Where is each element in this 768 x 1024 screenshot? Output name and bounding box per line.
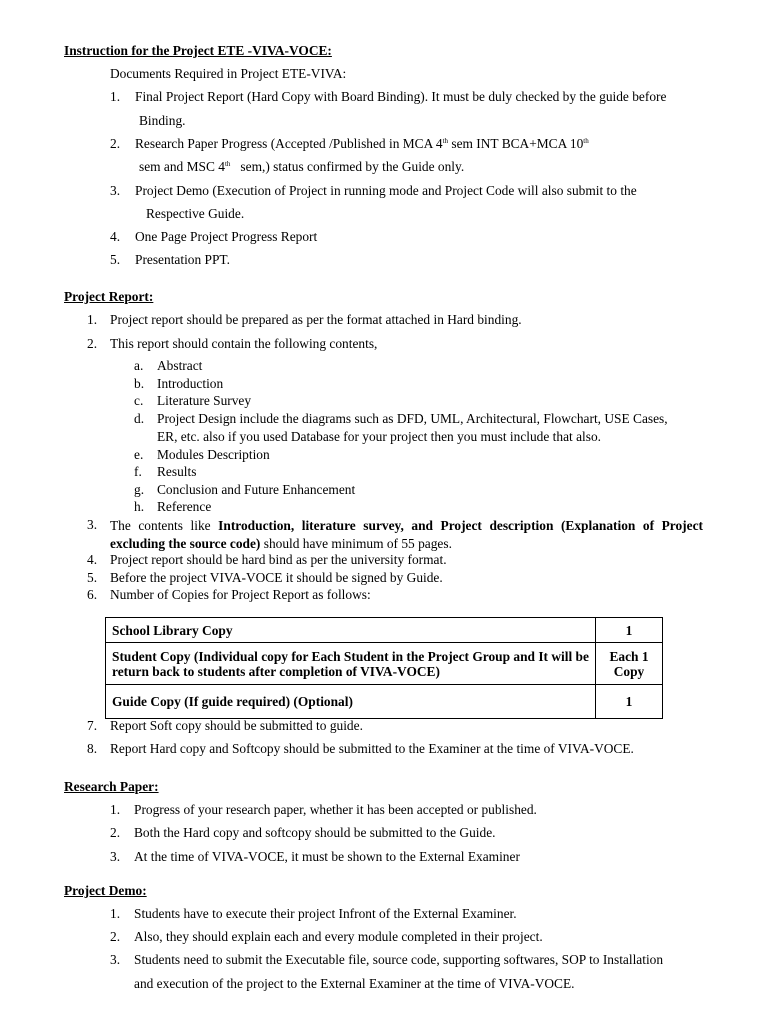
list-number: 5. [110, 252, 121, 267]
list-number: 1. [110, 802, 121, 817]
list-item-text: Presentation PPT. [135, 252, 230, 267]
table-cell-value: 1 [596, 618, 663, 643]
sublist-item-text: Modules Description [157, 447, 270, 462]
list-number: 3. [110, 183, 121, 198]
list-item-text: Report Hard copy and Softcopy should be submitted to the Examiner at the time of VIVA-VOCE. [110, 741, 634, 756]
list-item-text: This report should contain the following contents, [110, 336, 378, 351]
list-item-text: Students need to submit the Executable file, source code, supporting softwares, SOP to Installation [134, 952, 664, 967]
list-number: 2. [110, 929, 121, 944]
list-number: 7. [87, 718, 98, 733]
table-cell-value: Each 1 Copy [596, 643, 663, 685]
list-item-text: Binding. [139, 113, 186, 128]
table-row [106, 685, 663, 719]
list-item-text: Project report should be hard bind as per the university format. [110, 552, 447, 567]
section-heading-research-paper: Research Paper: [64, 779, 159, 794]
sublist-item-text: Literature Survey [157, 393, 252, 408]
documents-intro: Documents Required in Project ETE-VIVA: [110, 66, 347, 81]
table-cell-value: 1 [596, 685, 663, 719]
sublist-letter: g. [134, 482, 145, 497]
sublist-item-text: Abstract [157, 358, 203, 373]
list-number: 1. [87, 312, 98, 327]
sublist-letter: f. [134, 464, 142, 479]
list-number: 4. [110, 229, 121, 244]
sublist-letter: d. [134, 411, 145, 426]
list-number: 2. [110, 825, 121, 840]
list-number: 3. [110, 849, 121, 864]
table-cell-label: Guide Copy (If guide required) (Optional) [106, 685, 596, 719]
sublist-item-text: ER, etc. also if you used Database for your project then you must include that also. [157, 429, 602, 444]
sublist-letter: h. [134, 499, 145, 514]
list-item-text: Both the Hard copy and softcopy should be submitted to the Guide. [134, 825, 496, 840]
section-heading-project-demo: Project Demo: [64, 883, 147, 898]
list-number: 1. [110, 89, 121, 104]
list-item-text: and execution of the project to the External Examiner at the time of VIVA-VOCE. [134, 976, 575, 991]
sublist-item-text: Reference [157, 499, 212, 514]
list-item-text: sem and MSC 4th sem,) status confirmed by the Guide only. [139, 159, 465, 174]
list-item-text: Students have to execute their project Infront of the External Examiner. [134, 906, 517, 921]
table-cell-label: Student Copy (Individual copy for Each Student in the Project Group and It will be return back to students after completion of VIVA-VOCE) [106, 643, 596, 685]
list-item-text: One Page Project Progress Report [135, 229, 318, 244]
list-item-text: The contents like Introduction, literature survey, and Project description (Explanation of Project excluding the source code) should have minimum of 55 pages. [110, 518, 703, 551]
list-item-text: Project report should be prepared as per the format attached in Hard binding. [110, 312, 522, 327]
sublist-item-text: Results [157, 464, 197, 479]
list-number: 2. [87, 336, 98, 351]
sublist-item-text: Introduction [157, 376, 224, 391]
table-cell-label: School Library Copy [106, 618, 596, 643]
table-row [106, 618, 663, 643]
list-item-text: Respective Guide. [146, 206, 245, 221]
list-item-text: Also, they should explain each and every module completed in their project. [134, 929, 543, 944]
list-number: 5. [87, 570, 98, 585]
page-title: Instruction for the Project ETE -VIVA-VOCE: [64, 43, 332, 58]
sublist-letter: a. [134, 358, 144, 373]
sublist-item-text: Project Design include the diagrams such as DFD, UML, Architectural, Flowchart, USE Cases, [157, 411, 668, 426]
sublist-letter: e. [134, 447, 144, 462]
list-number: 6. [87, 587, 98, 602]
sublist-letter: b. [134, 376, 145, 391]
list-number: 3. [110, 952, 121, 967]
list-number: 2. [110, 136, 121, 151]
list-item-text: Report Soft copy should be submitted to guide. [110, 718, 363, 733]
list-number: 3. [87, 517, 98, 532]
list-item-text: Before the project VIVA-VOCE it should be signed by Guide. [110, 570, 443, 585]
table-row [106, 643, 663, 685]
list-item-text: Progress of your research paper, whether it has been accepted or published. [134, 802, 537, 817]
list-number: 8. [87, 741, 98, 756]
copies-table [105, 617, 663, 719]
list-number: 4. [87, 552, 98, 567]
list-item-text: Number of Copies for Project Report as follows: [110, 587, 371, 602]
list-item-text: Research Paper Progress (Accepted /Published in MCA 4th sem INT BCA+MCA 10th [135, 136, 589, 151]
sublist-letter: c. [134, 393, 144, 408]
list-number: 1. [110, 906, 121, 921]
sublist-item-text: Conclusion and Future Enhancement [157, 482, 356, 497]
list-item-text: Final Project Report (Hard Copy with Board Binding). It must be duly checked by the guide before [135, 89, 667, 104]
list-item-text: At the time of VIVA-VOCE, it must be shown to the External Examiner [134, 849, 520, 864]
list-item-text: Project Demo (Execution of Project in running mode and Project Code will also submit to the [135, 183, 637, 198]
section-heading-project-report: Project Report: [64, 289, 154, 304]
